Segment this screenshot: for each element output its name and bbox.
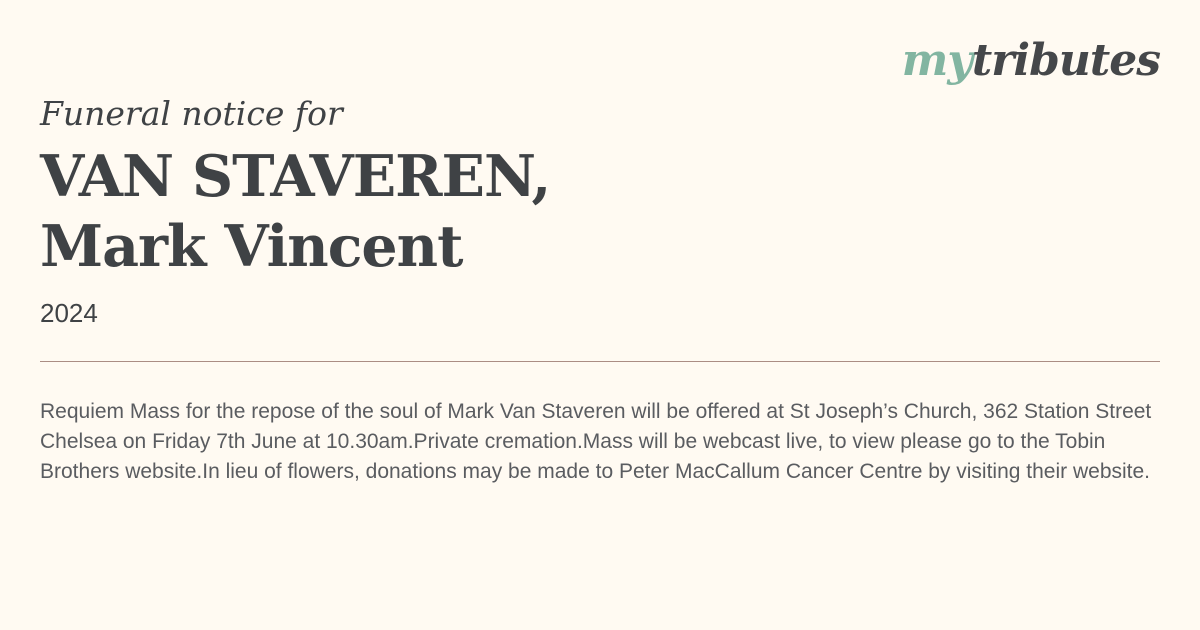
deceased-surname: VAN STAVEREN,	[40, 143, 551, 210]
mytributes-logo	[902, 36, 1160, 86]
notice-body-text: Requiem Mass for the repose of the soul of Mark Van Staveren will be offered at St Joseph’s Church, 362 Station Street Chelsea on Friday 7th June at 10.30am.Private cremation.Mass will be webcast live, to view please go to the Tobin Brothers website.In lieu of flowers, donations may be made to Peter MacCallum Cancer Centre by visiting their website.	[40, 400, 1152, 483]
logo-my: my	[901, 35, 972, 86]
deceased-given-names: Mark Vincent	[40, 213, 463, 280]
divider	[40, 361, 1160, 362]
header	[0, 0, 1200, 86]
notice-kicker: Funeral notice for	[40, 94, 343, 133]
notice-content	[0, 94, 1200, 487]
deceased-name-heading	[40, 142, 1160, 282]
notice-year: 2024	[40, 298, 98, 328]
logo-tributes: tributes	[971, 35, 1160, 86]
